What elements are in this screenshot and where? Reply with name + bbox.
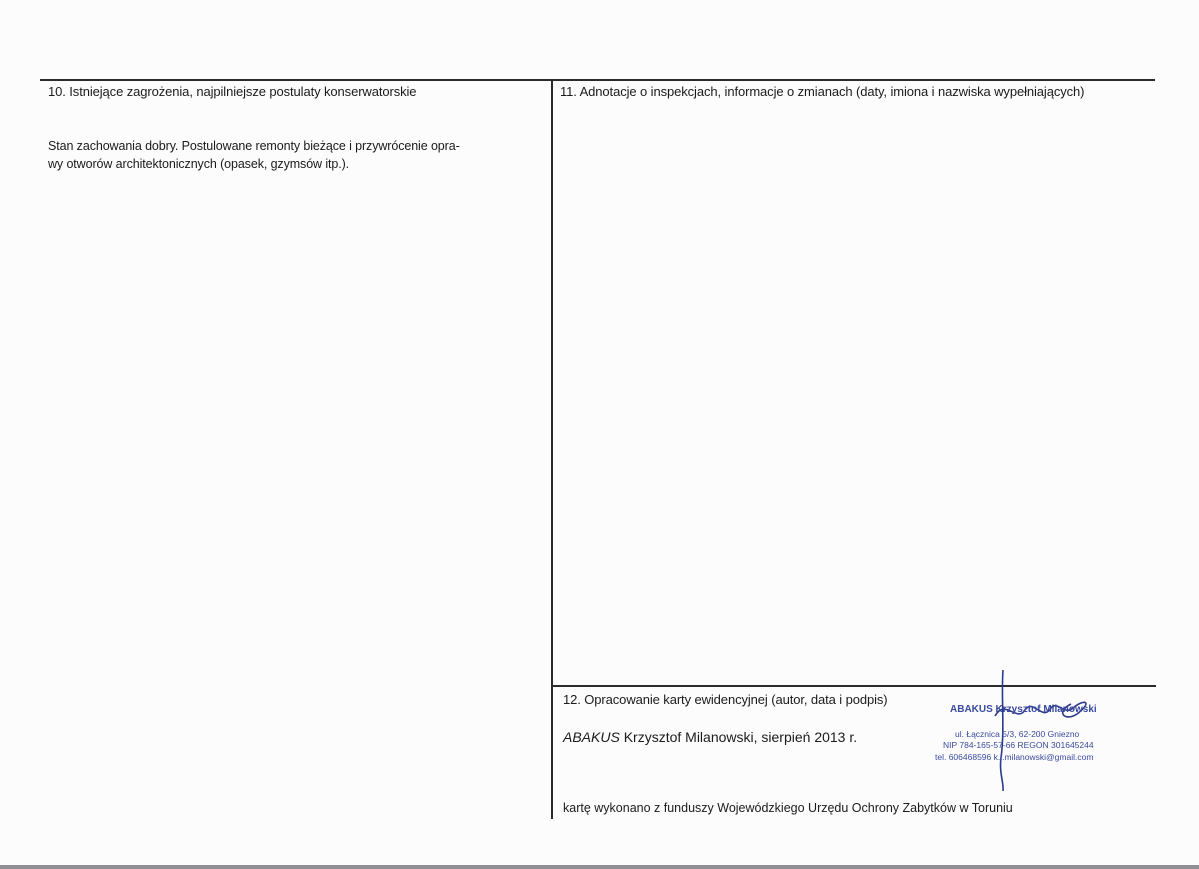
top-rule bbox=[40, 79, 1155, 81]
company-stamp bbox=[925, 668, 1140, 793]
stamp-line-3: NIP 784-165-57-66 REGON 301645244 bbox=[943, 740, 1094, 750]
author-details: Krzysztof Milanowski, sierpień 2013 r. bbox=[619, 729, 858, 745]
stamp-graphic bbox=[925, 668, 1140, 793]
stamp-line-4: tel. 606468596 k.j.milanowski@gmail.com bbox=[935, 752, 1094, 762]
section-12-author bbox=[563, 729, 857, 745]
section-10-body bbox=[48, 137, 528, 173]
stamp-line-1: ABAKUS Krzysztof Milanowski bbox=[950, 704, 1097, 715]
funding-note: kartę wykonano z funduszy Wojewódzkiego Urzędu Ochrony Zabytków w Toruniu bbox=[563, 801, 1013, 815]
section-12-title: 12. Opracowanie karty ewidencyjnej (autor, data i podpis) bbox=[563, 692, 888, 707]
author-firm: ABAKUS bbox=[563, 729, 620, 745]
section-10-line-2: wy otworów architektonicznych (opasek, gzymsów itp.). bbox=[48, 157, 350, 171]
stamp-line-2: ul. Łącznica 5/3, 62-200 Gniezno bbox=[955, 729, 1080, 739]
section-10-title: 10. Istniejące zagrożenia, najpilniejsze postulaty konserwatorskie bbox=[48, 84, 417, 99]
section-11-title: 11. Adnotacje o inspekcjach, informacje o zmianach (daty, imiona i nazwiska wypełniających) bbox=[560, 84, 1085, 99]
column-divider bbox=[551, 79, 553, 819]
section-10-line-1: Stan zachowania dobry. Postulowane remonty bieżące i przywrócenie opra- bbox=[48, 139, 460, 153]
scan-edge bbox=[0, 865, 1199, 869]
